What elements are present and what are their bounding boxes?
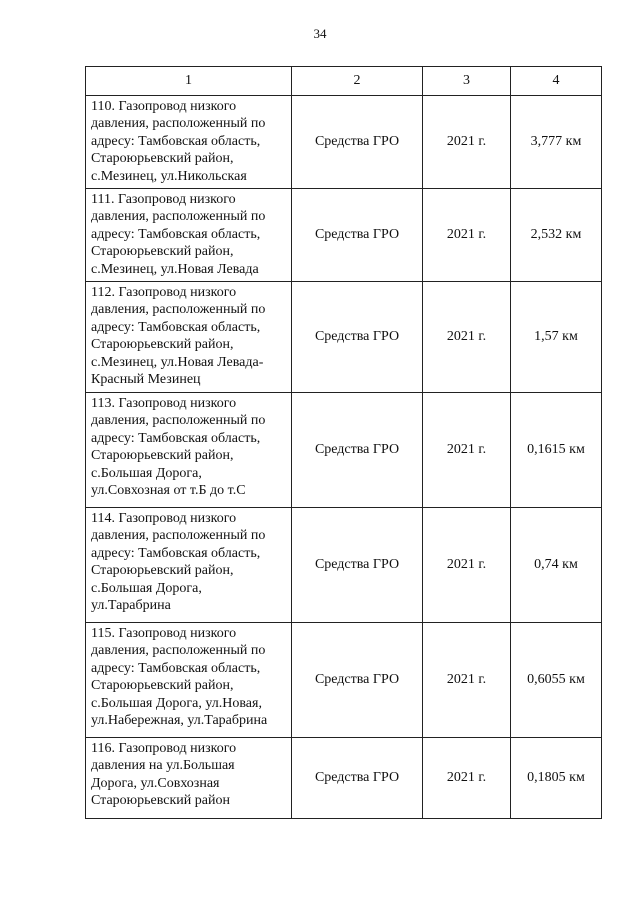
page-number: 34 (313, 26, 327, 41)
table-row (86, 96, 602, 189)
object-description-cell (86, 189, 292, 282)
funding-source: Средства ГРО (292, 282, 423, 393)
object-description: 110. Газопровод низкого давления, расположенный по адресу: Тамбовская область, Староюрьевский район, с.Мезинец, ул.Никольская (91, 99, 266, 184)
pipeline-length: 0,1615 км (511, 393, 602, 508)
column-header-4: 4 (511, 67, 602, 96)
object-description-cell (86, 623, 292, 738)
table-row (86, 508, 602, 623)
object-description: 111. Газопровод низкого давления, расположенный по адресу: Тамбовская область, Староюрьевский район, с.Мезинец, ул.Новая Левада (91, 192, 266, 277)
pipeline-length: 3,777 км (511, 96, 602, 189)
pipeline-length: 0,6055 км (511, 623, 602, 738)
table-row (86, 623, 602, 738)
column-header-3: 3 (423, 67, 511, 96)
funding-source: Средства ГРО (292, 393, 423, 508)
funding-source: Средства ГРО (292, 189, 423, 282)
year: 2021 г. (423, 282, 511, 393)
year: 2021 г. (423, 393, 511, 508)
table-row (86, 189, 602, 282)
table-header-row (86, 67, 602, 96)
funding-source: Средства ГРО (292, 508, 423, 623)
table-row (86, 738, 602, 819)
funding-source: Средства ГРО (292, 738, 423, 819)
gas-pipeline-table (85, 66, 602, 819)
object-description-cell (86, 282, 292, 393)
table-row (86, 282, 602, 393)
object-description: 114. Газопровод низкого давления, расположенный по адресу: Тамбовская область, Староюрьевский район, с.Большая Дорога, ул.Тарабрина (91, 511, 266, 614)
object-description-cell (86, 393, 292, 508)
year: 2021 г. (423, 508, 511, 623)
column-header-1: 1 (86, 67, 292, 96)
year: 2021 г. (423, 189, 511, 282)
object-description: 115. Газопровод низкого давления, расположенный по адресу: Тамбовская область, Староюрьевский район, с.Большая Дорога, ул.Новая, ул.Набережная, ул.Тарабрина (91, 626, 268, 729)
object-description-cell (86, 96, 292, 189)
object-description: 112. Газопровод низкого давления, расположенный по адресу: Тамбовская область, Староюрьевский район, с.Мезинец, ул.Новая Левада- Красный Мезинец (91, 285, 266, 388)
pipeline-length: 0,74 км (511, 508, 602, 623)
funding-source: Средства ГРО (292, 623, 423, 738)
column-header-2: 2 (292, 67, 423, 96)
object-description: 116. Газопровод низкого давления на ул.Большая Дорога, ул.Совхозная Староюрьевский район (91, 741, 237, 809)
object-description-cell (86, 508, 292, 623)
object-description: 113. Газопровод низкого давления, расположенный по адресу: Тамбовская область, Староюрьевский район, с.Большая Дорога, ул.Совхозная от т.Б до т.С (91, 396, 266, 499)
year: 2021 г. (423, 96, 511, 189)
year: 2021 г. (423, 738, 511, 819)
year: 2021 г. (423, 623, 511, 738)
object-description-cell (86, 738, 292, 819)
pipeline-length: 0,1805 км (511, 738, 602, 819)
pipeline-length: 2,532 км (511, 189, 602, 282)
table-row (86, 393, 602, 508)
pipeline-length: 1,57 км (511, 282, 602, 393)
funding-source: Средства ГРО (292, 96, 423, 189)
